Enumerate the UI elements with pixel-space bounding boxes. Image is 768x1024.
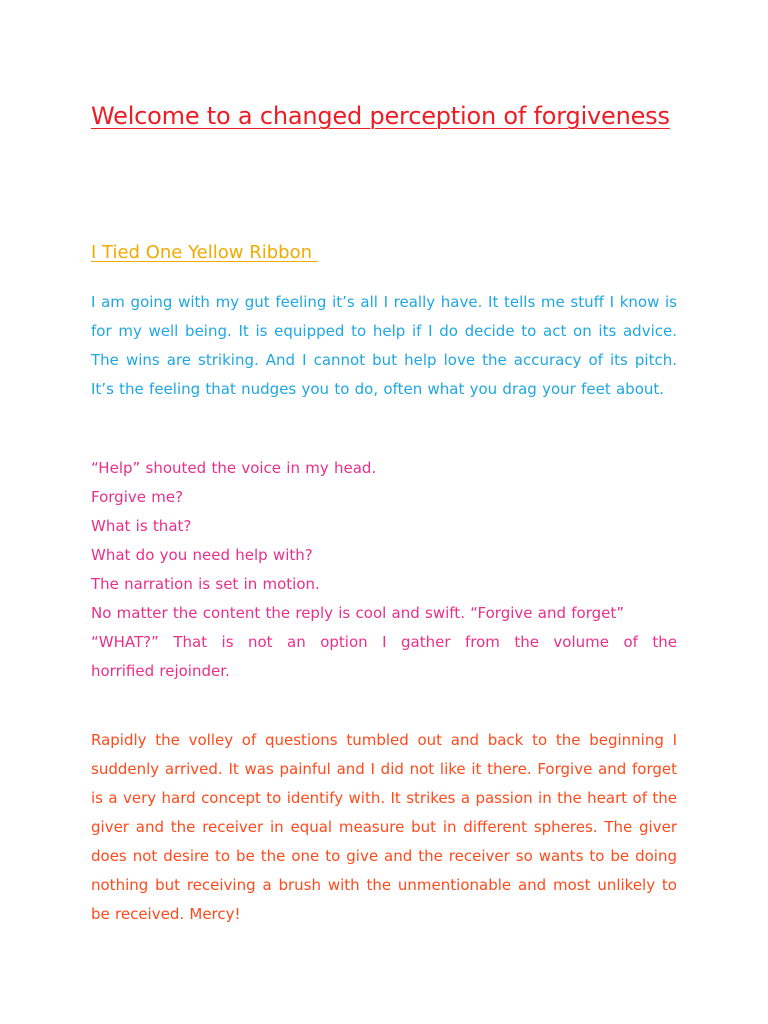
dialogue-line: “WHAT?” That is not an option I gather from the volume of the <box>91 633 677 651</box>
closing-paragraph: Rapidly the volley of questions tumbled out and back to the beginning I suddenly arrived. It was painful and I did not like it there. Forgive and forget is a very hard concept to identify with. It strikes a passion in the heart of the giver and the receiver in equal measure but in different spheres. The giver does not desire to be the one to give and the receiver so wants to be doing nothing but receiving a brush with the unmentionable and most unlikely to be received. Mercy! <box>91 731 677 923</box>
section-heading: I Tied One Yellow Ribbon <box>91 242 318 263</box>
page-title: Welcome to a changed perception of forgiveness <box>91 102 670 130</box>
dialogue-line: horrified rejoinder. <box>91 662 230 680</box>
dialogue-line: Forgive me? <box>91 488 184 506</box>
dialogue-line: No matter the content the reply is cool and swift. “Forgive and forget” <box>91 604 625 622</box>
intro-paragraph: I am going with my gut feeling it’s all I really have. It tells me stuff I know is for my well being. It is equipped to help if I do decide to act on its advice. The wins are striking. And I cannot but help love the accuracy of its pitch. It’s the feeling that nudges you to do, often what you drag your feet about. <box>91 293 677 398</box>
dialogue-line: What is that? <box>91 517 192 535</box>
document-page <box>91 0 677 1024</box>
dialogue-line: “Help” shouted the voice in my head. <box>91 459 377 477</box>
dialogue-line: The narration is set in motion. <box>91 575 320 593</box>
dialogue-line: What do you need help with? <box>91 546 313 564</box>
dialogue-block <box>91 454 677 686</box>
